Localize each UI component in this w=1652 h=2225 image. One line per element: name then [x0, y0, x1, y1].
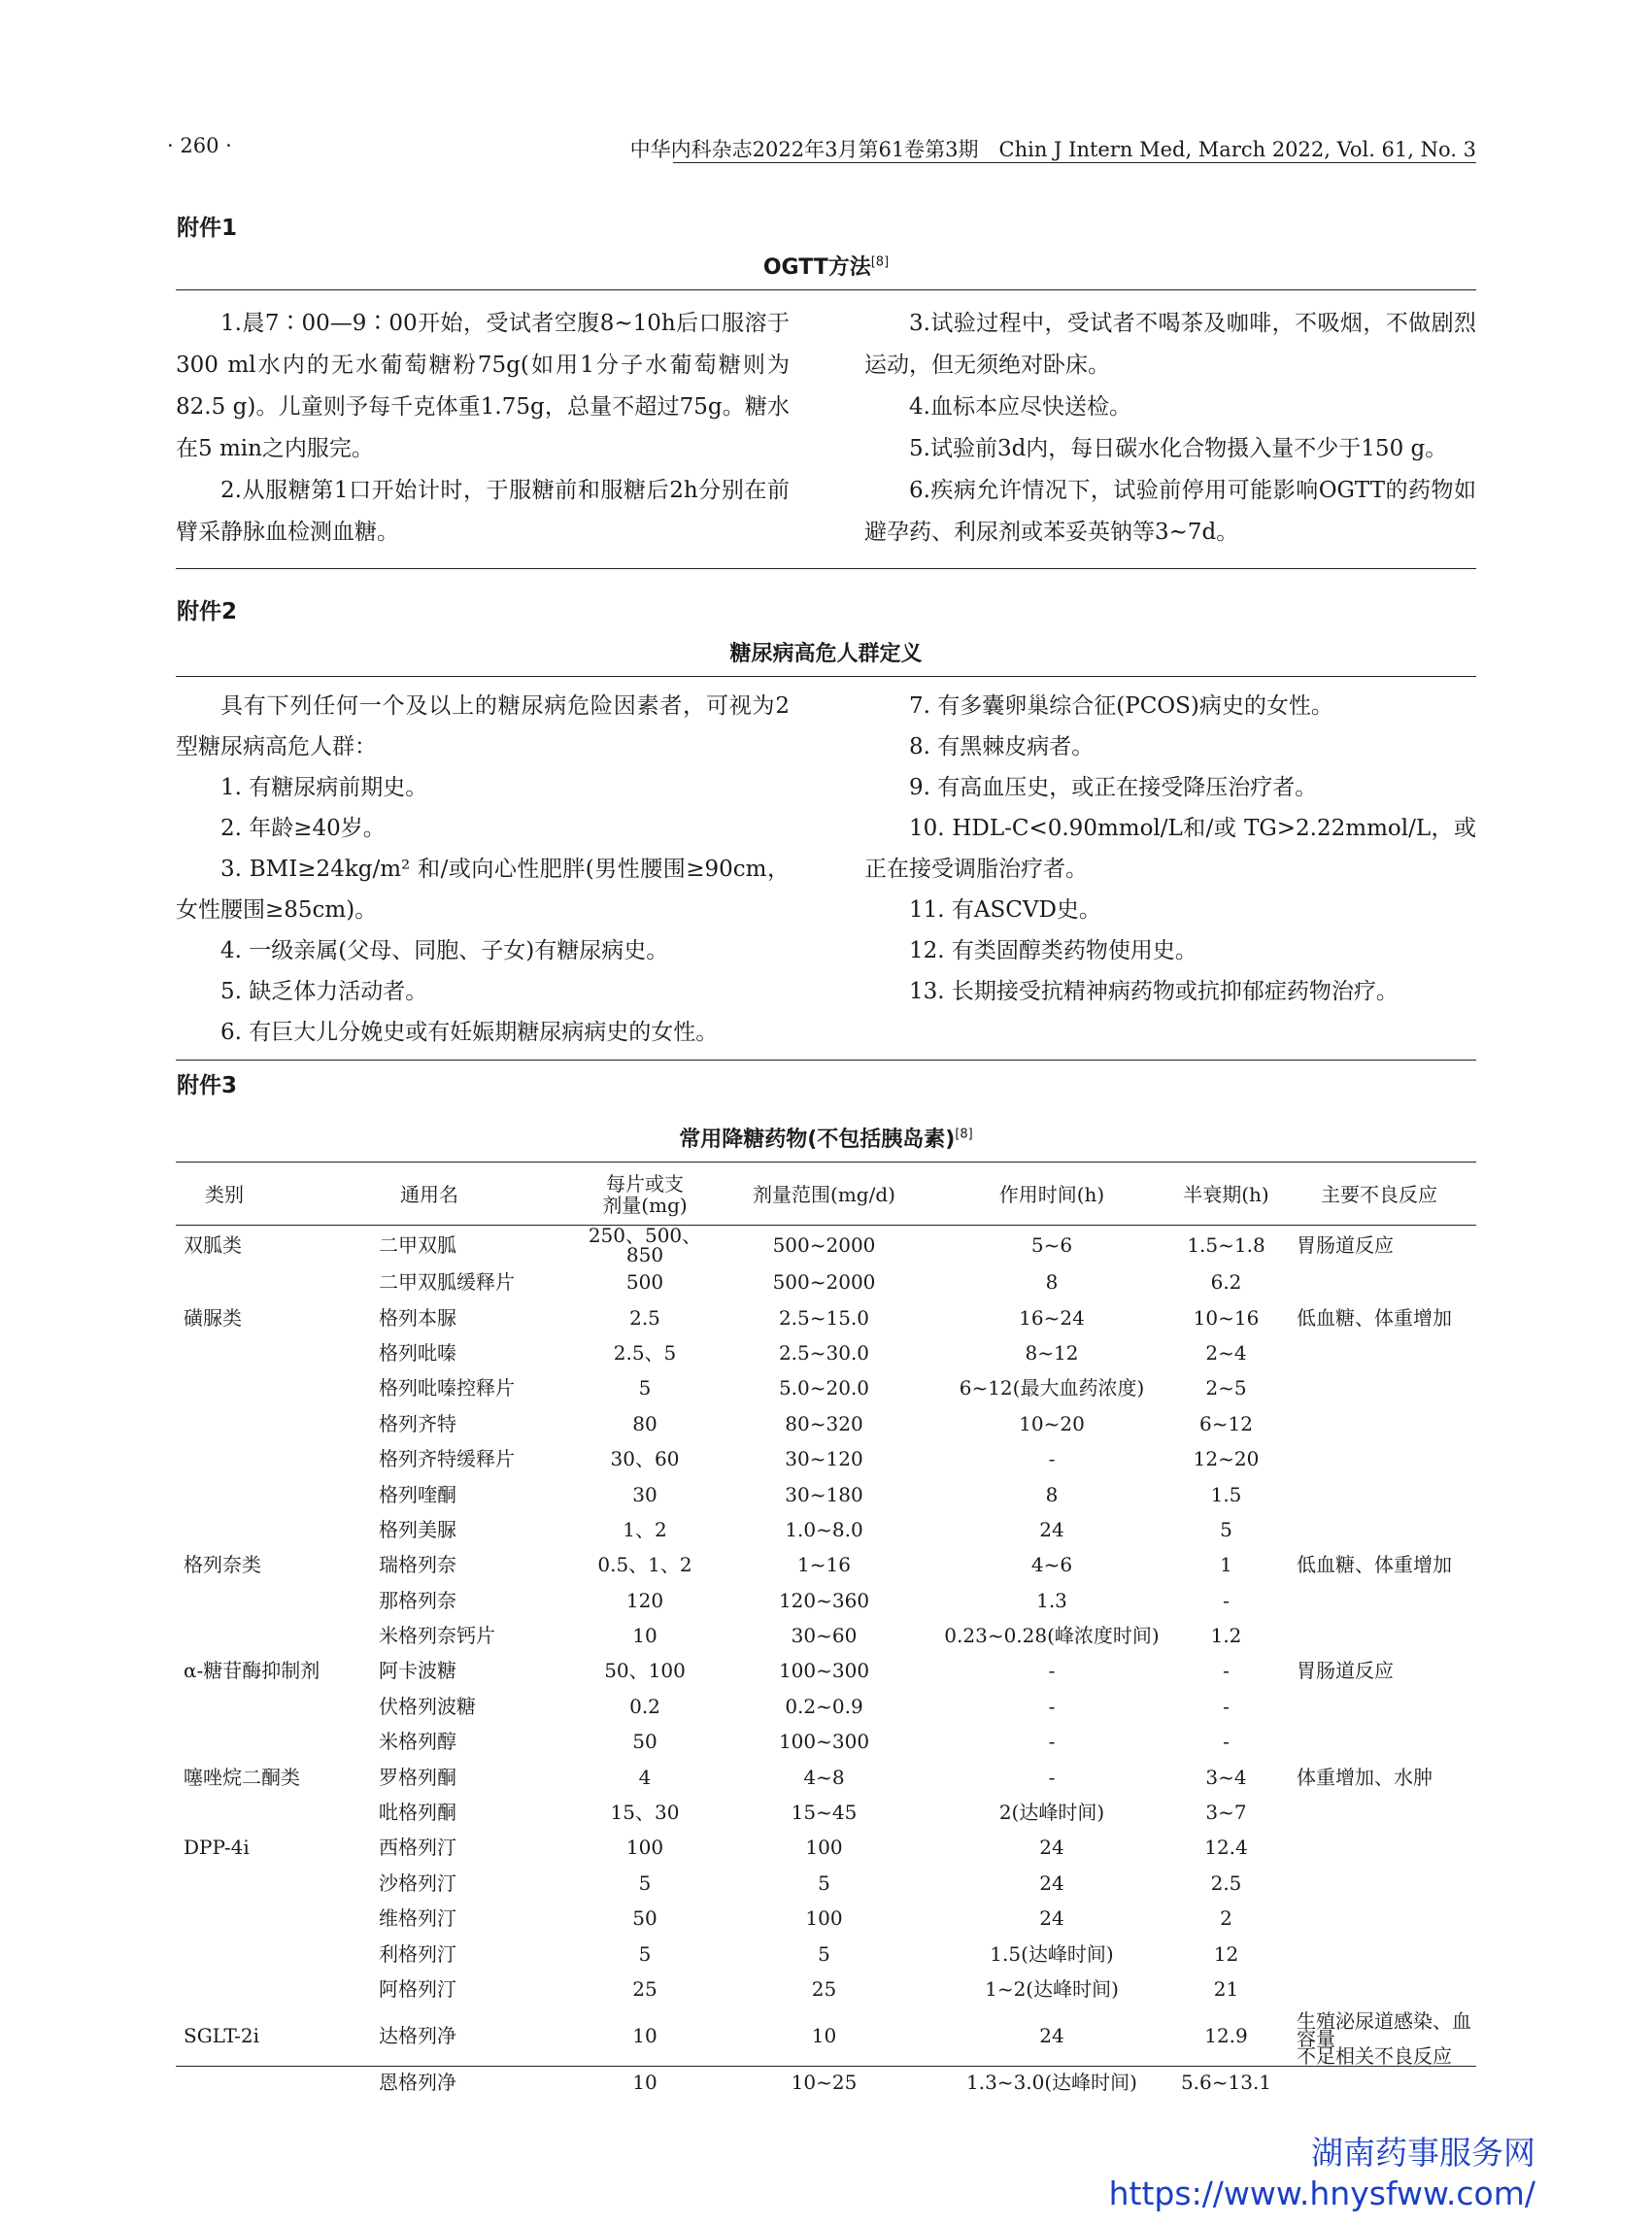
- appendix1-left-column: [176, 303, 790, 554]
- cell-category: [176, 1866, 371, 1901]
- cell-adverse-reaction: 低血糖、体重增加: [1297, 1553, 1452, 1577]
- cell-dose-range: 100~300: [778, 1730, 870, 1754]
- cell-dose-per-unit: 10: [632, 1624, 657, 1648]
- cell-duration: 6~12(最大血药浓度): [959, 1376, 1145, 1400]
- cell-duration: 8: [1045, 1482, 1059, 1506]
- cell-dose-per-unit: 5: [638, 1871, 652, 1895]
- appendix1-title: [176, 251, 1476, 281]
- cell-adverse-reaction: [1283, 1370, 1476, 1405]
- appendix3-title-text: 常用降糖药物(不包括胰岛素): [679, 1128, 956, 1152]
- appendix1-title-text: OGTT方法: [762, 255, 871, 280]
- cell-duration: -: [1048, 1694, 1056, 1718]
- cell-duration: 24: [1039, 1517, 1064, 1541]
- cell-adverse-reaction: [1283, 1441, 1476, 1476]
- cell-generic-name: 维格列汀: [379, 1906, 456, 1931]
- cell-generic-name: 罗格列酮: [379, 1765, 456, 1789]
- drug-table-body: [176, 1226, 1476, 2101]
- cell-half-life: 2.5: [1210, 1871, 1242, 1895]
- appendix2-right-column: [864, 686, 1476, 1012]
- cell-half-life: 12.4: [1204, 1836, 1248, 1860]
- cell-dose-range: 5.0~20.0: [778, 1376, 870, 1400]
- cell-category: [176, 1512, 371, 1547]
- cell-generic-name: 阿卡波糖: [379, 1659, 456, 1683]
- appendix3-title: [176, 1123, 1476, 1153]
- column-header-generic-name: 通用名: [371, 1164, 576, 1226]
- cell-duration: -: [1048, 1765, 1056, 1789]
- cell-dose-per-unit: 10: [632, 2071, 657, 2095]
- cell-generic-name: 格列齐特: [379, 1411, 456, 1435]
- cell-half-life: 2~4: [1205, 1340, 1247, 1365]
- cell-duration: 1.5(达峰时间): [990, 1941, 1114, 1966]
- column-header-half-life: 半衰期(h): [1169, 1164, 1283, 1226]
- cell-adverse-reaction: 生殖泌尿道感染、血容量 不足相关不良反应: [1297, 2009, 1471, 2069]
- table-row: [176, 1441, 1476, 1476]
- cell-duration: 2(达峰时间): [998, 1801, 1105, 1825]
- cell-adverse-reaction: [1283, 1264, 1476, 1299]
- cell-category: [176, 1936, 371, 1971]
- cell-generic-name: 米格列醇: [379, 1730, 456, 1754]
- cell-generic-name: 格列本脲: [379, 1305, 456, 1330]
- cell-category: [176, 1972, 371, 2006]
- cell-dose-per-unit: 500: [625, 1270, 664, 1295]
- table-row: [176, 1689, 1476, 1724]
- cell-duration: 4~6: [1030, 1553, 1073, 1577]
- cell-half-life: 5: [1220, 1517, 1232, 1541]
- cell-half-life: 10~16: [1193, 1305, 1260, 1330]
- header-rule: [673, 162, 1476, 163]
- cell-dose-per-unit: 1、2: [623, 1517, 667, 1541]
- appendix2-top-rule: [176, 676, 1476, 677]
- cell-half-life: 5.6~13.1: [1180, 2071, 1272, 2095]
- cell-generic-name: 利格列汀: [379, 1941, 456, 1966]
- cell-generic-name: 格列齐特缓释片: [379, 1447, 515, 1471]
- cell-duration: 5~6: [1030, 1233, 1073, 1257]
- cell-half-life: 2: [1220, 1906, 1232, 1931]
- table-row: [176, 1299, 1476, 1334]
- cell-half-life: -: [1223, 1659, 1230, 1683]
- appendix2-bottom-rule: [176, 1060, 1476, 1061]
- cell-dose-range: 100: [805, 1906, 843, 1931]
- cell-dose-per-unit: 50: [632, 1730, 657, 1754]
- cell-dose-range: 25: [811, 1977, 837, 2001]
- cell-adverse-reaction: [1283, 1335, 1476, 1370]
- cell-half-life: 6~12: [1199, 1411, 1253, 1435]
- table-row: [176, 1972, 1476, 2006]
- cell-category: SGLT-2i: [184, 2024, 259, 2048]
- table-row: [176, 1936, 1476, 1971]
- cell-half-life: 3~7: [1205, 1801, 1247, 1825]
- column-header-adverse-reaction: 主要不良反应: [1283, 1164, 1476, 1226]
- cell-adverse-reaction: [1283, 1795, 1476, 1830]
- ogtt-step-2: 2.从服糖第1口开始计时，于服糖前和服糖后2h分别在前臂采静脉血检测血糖。: [176, 478, 790, 545]
- cell-adverse-reaction: [1283, 1866, 1476, 1901]
- cell-dose-per-unit: 2.5: [629, 1305, 660, 1330]
- cell-duration: 0.23~0.28(峰浓度时间): [944, 1624, 1160, 1648]
- cell-category: [176, 1583, 371, 1618]
- cell-adverse-reaction: [1283, 1936, 1476, 1971]
- table-row: [176, 2065, 1476, 2100]
- cell-adverse-reaction: 低血糖、体重增加: [1297, 1305, 1452, 1330]
- cell-dose-range: 2.5~15.0: [778, 1305, 870, 1330]
- cell-category: [176, 1370, 371, 1405]
- cell-half-life: -: [1223, 1694, 1230, 1718]
- cell-dose-per-unit: 0.2: [629, 1694, 660, 1718]
- cell-dose-range: 1~16: [797, 1553, 851, 1577]
- table-row: [176, 1830, 1476, 1865]
- cell-category: [176, 1406, 371, 1441]
- cell-dose-range: 15~45: [791, 1801, 858, 1825]
- risk-item-5: 5. 缺乏体力活动者。: [220, 979, 428, 1004]
- table-row: [176, 1618, 1476, 1653]
- cell-category: 格列奈类: [184, 1553, 261, 1577]
- table-row: [176, 1795, 1476, 1830]
- appendix1-bottom-rule: [176, 568, 1476, 569]
- cell-dose-per-unit: 0.5、1、2: [597, 1553, 692, 1577]
- cell-dose-per-unit: 30、60: [610, 1447, 680, 1471]
- table-row: [176, 1547, 1476, 1582]
- cell-adverse-reaction: 体重增加、水肿: [1297, 1765, 1433, 1789]
- cell-category: [176, 2065, 371, 2100]
- cell-dose-per-unit: 5: [638, 1941, 652, 1966]
- risk-item-10: 10. HDL-C<0.90mmol/L和/或 TG>2.22mmol/L，或正在接受调脂治疗者。: [864, 816, 1476, 882]
- cell-adverse-reaction: 胃肠道反应: [1297, 1659, 1394, 1683]
- table-header-row: [176, 1164, 1476, 1226]
- cell-duration: 24: [1039, 1906, 1064, 1931]
- column-header-dose-range: 剂量范围(mg/d): [714, 1164, 934, 1226]
- watermark-url[interactable]: https://www.hnysfww.com/: [1108, 2174, 1535, 2212]
- risk-item-1: 1. 有糖尿病前期史。: [220, 775, 428, 800]
- cell-dose-range: 1.0~8.0: [785, 1517, 863, 1541]
- risk-intro: 具有下列任何一个及以上的糖尿病危险因素者，可视为2型糖尿病高危人群：: [176, 693, 790, 759]
- cell-adverse-reaction: [1283, 1689, 1476, 1724]
- cell-duration: -: [1048, 1730, 1056, 1754]
- cell-half-life: 12: [1213, 1941, 1239, 1966]
- cell-dose-per-unit: 50、100: [604, 1659, 686, 1683]
- table-row: [176, 1264, 1476, 1299]
- cell-generic-name: 二甲双胍缓释片: [379, 1270, 515, 1295]
- cell-category: [176, 1901, 371, 1936]
- cell-dose-range: 30~60: [791, 1624, 858, 1648]
- page-number: · 260 ·: [167, 134, 232, 157]
- journal-citation: 中华内科杂志2022年3月第61卷第3期 Chin J Intern Med, March 2022, Vol. 61, No. 3: [629, 138, 1476, 161]
- risk-item-12: 12. 有类固醇类药物使用史。: [909, 938, 1197, 963]
- cell-dose-per-unit: 80: [632, 1411, 657, 1435]
- cell-adverse-reaction: [1283, 1512, 1476, 1547]
- cell-dose-range: 30~180: [785, 1482, 863, 1506]
- appendix2-title: 糖尿病高危人群定义: [729, 642, 923, 666]
- cell-dose-range: 10~25: [791, 2071, 858, 2095]
- cell-duration: 10~20: [1019, 1411, 1085, 1435]
- risk-item-7: 7. 有多囊卵巢综合征(PCOS)病史的女性。: [909, 693, 1333, 719]
- cell-generic-name: 吡格列酮: [379, 1801, 456, 1825]
- cell-category: 磺脲类: [184, 1305, 242, 1330]
- risk-item-4: 4. 一级亲属(父母、同胞、子女)有糖尿病史。: [220, 938, 669, 963]
- cell-dose-per-unit: 2.5、5: [613, 1340, 677, 1365]
- cell-category: [176, 1689, 371, 1724]
- cell-adverse-reaction: [1283, 1583, 1476, 1618]
- table-bottom-rule: [176, 2066, 1476, 2067]
- cell-duration: 1.3: [1036, 1588, 1067, 1612]
- cell-category: DPP-4i: [184, 1836, 250, 1860]
- cell-half-life: 1.2: [1210, 1624, 1242, 1648]
- cell-dose-range: 120~360: [778, 1588, 870, 1612]
- cell-half-life: 12.9: [1204, 2024, 1248, 2048]
- cell-dose-per-unit: 50: [632, 1906, 657, 1931]
- cell-dose-range: 80~320: [785, 1411, 863, 1435]
- cell-generic-name: 恩格列净: [379, 2071, 456, 2095]
- cell-category: 噻唑烷二酮类: [184, 1765, 300, 1789]
- cell-adverse-reaction: [1283, 1901, 1476, 1936]
- cell-half-life: 12~20: [1193, 1447, 1260, 1471]
- table-row: [176, 1512, 1476, 1547]
- cell-half-life: 21: [1213, 1977, 1239, 2001]
- table-row: [176, 1226, 1476, 1265]
- cell-dose-per-unit: 15、30: [610, 1801, 680, 1825]
- cell-duration: 24: [1039, 1836, 1064, 1860]
- cell-half-life: 2~5: [1205, 1376, 1247, 1400]
- table-row: [176, 1583, 1476, 1618]
- cell-duration: 24: [1039, 1871, 1064, 1895]
- table-row: [176, 2006, 1476, 2065]
- table-row: [176, 1370, 1476, 1405]
- cell-category: [176, 1795, 371, 1830]
- cell-dose-per-unit: 120: [625, 1588, 664, 1612]
- cell-category: [176, 1618, 371, 1653]
- cell-adverse-reaction: [1283, 1724, 1476, 1759]
- cell-duration: 1~2(达峰时间): [985, 1977, 1119, 2001]
- cell-dose-range: 500~2000: [772, 1233, 876, 1257]
- cell-adverse-reaction: 胃肠道反应: [1297, 1233, 1394, 1257]
- watermark-name: 湖南药事服务网: [1311, 2134, 1535, 2172]
- cell-category: [176, 1724, 371, 1759]
- ogtt-step-6: 6.疾病允许情况下，试验前停用可能影响OGTT的药物如避孕药、利尿剂或苯妥英钠等3~7d。: [864, 478, 1476, 545]
- risk-item-3: 3. BMI≥24kg/m² 和/或向心性肥胖(男性腰围≥90cm，女性腰围≥85cm)。: [176, 857, 790, 923]
- cell-generic-name: 达格列净: [379, 2024, 456, 2048]
- cell-dose-range: 500~2000: [772, 1270, 876, 1295]
- table-row: [176, 1866, 1476, 1901]
- appendix3-label: 附件3: [177, 1073, 238, 1098]
- column-header-duration: 作用时间(h): [934, 1164, 1169, 1226]
- cell-dose-per-unit: 4: [638, 1765, 652, 1789]
- cell-half-life: 1.5~1.8: [1187, 1233, 1265, 1257]
- appendix1-top-rule: [176, 289, 1476, 290]
- watermark: [1109, 2133, 1535, 2214]
- appendix1-label: 附件1: [177, 216, 238, 241]
- cell-adverse-reaction: [1283, 1618, 1476, 1653]
- cell-duration: 8: [1045, 1270, 1059, 1295]
- cell-half-life: 1: [1220, 1553, 1232, 1577]
- table-row: [176, 1335, 1476, 1370]
- table-row: [176, 1759, 1476, 1794]
- cell-dose-range: 0.2~0.9: [785, 1694, 863, 1718]
- ogtt-step-1: 1.晨7∶00—9∶00开始，受试者空腹8~10h后口服溶于300 ml水内的无水葡萄糖粉75g(如用1分子水葡萄糖则为82.5 g)。儿童则予每千克体重1.75g，总量不超过75g。糖水在5 min之内服完。: [176, 311, 790, 461]
- cell-dose-range: 4~8: [803, 1765, 845, 1789]
- appendix1-right-column: [864, 303, 1476, 554]
- appendix2-left-column: [176, 686, 790, 1053]
- appendix2-label: 附件2: [177, 599, 238, 624]
- cell-category: [176, 1441, 371, 1476]
- risk-item-13: 13. 长期接受抗精神病药物或抗抑郁症药物治疗。: [909, 979, 1399, 1004]
- cell-dose-range: 10: [811, 2024, 837, 2048]
- table-top-rule: [176, 1162, 1476, 1163]
- cell-category: [176, 1476, 371, 1511]
- appendix3-ref: [8]: [955, 1127, 973, 1142]
- cell-category: [176, 1264, 371, 1299]
- cell-generic-name: 格列美脲: [379, 1517, 456, 1541]
- cell-dose-range: 5: [818, 1871, 830, 1895]
- cell-half-life: 3~4: [1205, 1765, 1247, 1789]
- cell-dose-range: 100~300: [778, 1659, 870, 1683]
- column-header-category: 类别: [176, 1164, 371, 1226]
- cell-adverse-reaction: [1283, 1830, 1476, 1865]
- cell-duration: -: [1048, 1659, 1056, 1683]
- cell-duration: 1.3~3.0(达峰时间): [966, 2071, 1137, 2095]
- cell-dose-range: 5: [818, 1941, 830, 1966]
- table-row: [176, 1476, 1476, 1511]
- cell-adverse-reaction: [1283, 1972, 1476, 2006]
- appendix1-ref: [8]: [870, 254, 890, 270]
- cell-duration: -: [1048, 1447, 1056, 1471]
- cell-dose-range: 2.5~30.0: [778, 1340, 870, 1365]
- risk-item-8: 8. 有黑棘皮病者。: [909, 734, 1095, 759]
- cell-half-life: 6.2: [1210, 1270, 1242, 1295]
- cell-category: 双胍类: [184, 1233, 242, 1257]
- cell-generic-name: 格列吡嗪控释片: [379, 1376, 515, 1400]
- cell-dose-per-unit: 100: [625, 1836, 664, 1860]
- cell-dose-per-unit: 250、500、850: [588, 1224, 702, 1266]
- cell-adverse-reaction: [1283, 2065, 1476, 2100]
- cell-dose-per-unit: 10: [632, 2024, 657, 2048]
- risk-item-6: 6. 有巨大儿分娩史或有妊娠期糖尿病病史的女性。: [220, 1020, 719, 1045]
- column-header-dose-per-unit: 每片或支 剂量(mg): [576, 1164, 714, 1226]
- cell-dose-range: 100: [805, 1836, 843, 1860]
- cell-duration: 16~24: [1019, 1305, 1085, 1330]
- cell-dose-per-unit: 5: [638, 1376, 652, 1400]
- cell-category: α-糖苷酶抑制剂: [184, 1659, 320, 1683]
- ogtt-step-5: 5.试验前3d内，每日碳水化合物摄入量不少于150 g。: [909, 436, 1448, 461]
- cell-half-life: -: [1223, 1588, 1230, 1612]
- risk-item-9: 9. 有高血压史，或正在接受降压治疗者。: [909, 775, 1318, 800]
- cell-adverse-reaction: [1283, 1476, 1476, 1511]
- cell-category: [176, 1335, 371, 1370]
- table-row: [176, 1406, 1476, 1441]
- cell-dose-per-unit: 30: [632, 1482, 657, 1506]
- risk-item-2: 2. 年龄≥40岁。: [220, 816, 386, 841]
- cell-adverse-reaction: [1283, 1406, 1476, 1441]
- cell-generic-name: 瑞格列奈: [379, 1553, 456, 1577]
- ogtt-step-3: 3.试验过程中，受试者不喝茶及咖啡，不吸烟，不做剧烈运动，但无须绝对卧床。: [864, 311, 1476, 378]
- cell-dose-range: 30~120: [785, 1447, 863, 1471]
- cell-generic-name: 那格列奈: [379, 1588, 456, 1612]
- cell-dose-per-unit: 25: [632, 1977, 657, 2001]
- cell-generic-name: 米格列奈钙片: [379, 1624, 495, 1648]
- cell-generic-name: 格列吡嗪: [379, 1340, 456, 1365]
- cell-half-life: -: [1223, 1730, 1230, 1754]
- cell-generic-name: 伏格列波糖: [379, 1694, 476, 1718]
- cell-generic-name: 西格列汀: [379, 1836, 456, 1860]
- cell-duration: 24: [1039, 2024, 1064, 2048]
- ogtt-step-4: 4.血标本应尽快送检。: [909, 394, 1131, 420]
- cell-half-life: 1.5: [1210, 1482, 1242, 1506]
- cell-generic-name: 格列喹酮: [379, 1482, 456, 1506]
- risk-item-11: 11. 有ASCVD史。: [909, 897, 1101, 923]
- table-row: [176, 1724, 1476, 1759]
- cell-generic-name: 阿格列汀: [379, 1977, 456, 2001]
- table-row: [176, 1901, 1476, 1936]
- table-row: [176, 1653, 1476, 1688]
- cell-generic-name: 二甲双胍: [379, 1233, 456, 1257]
- drug-table: [176, 1164, 1476, 2101]
- cell-duration: 8~12: [1025, 1340, 1079, 1365]
- cell-generic-name: 沙格列汀: [379, 1871, 456, 1895]
